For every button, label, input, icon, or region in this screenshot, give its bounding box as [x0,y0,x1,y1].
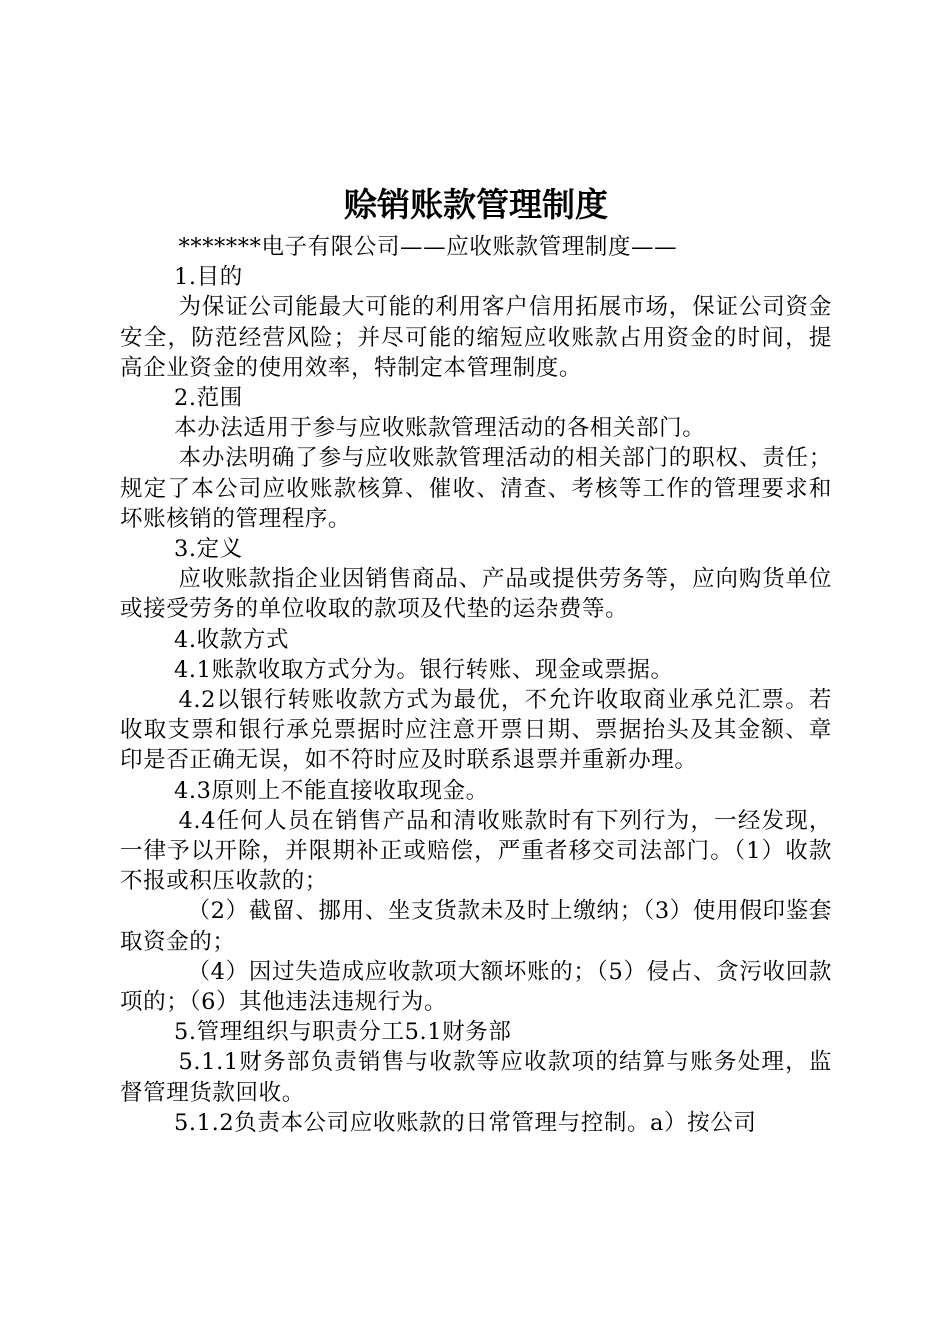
section-heading-purpose: 1.目的 [174,264,243,291]
paragraph-5-1-2: 5.1.2负责本公司应收账款的日常管理与控制。a）按公司 [174,1109,757,1136]
paragraph-4-4-items-2-3: （2）截留、挪用、坐支货款未及时上缴纳；（3）使用假印鉴套取资金的； [120,898,832,955]
paragraph-4-3: 4.3原则上不能直接收取现金。 [174,777,489,804]
paragraph-4-1: 4.1账款收取方式分为。银行转账、现金或票据。 [174,656,674,683]
paragraph-definition: 应收账款指企业因销售商品、产品或提供劳务等，应向购货单位或接受劳务的单位收取的款项及代垫的运杂费等。 [120,566,832,623]
section-heading-payment: 4.收款方式 [174,626,290,653]
section-heading-definition: 3.定义 [174,536,243,563]
document-subtitle: *******电子有限公司——应收账款管理制度—— [178,234,678,260]
paragraph-scope-2: 本办法明确了参与应收账款管理活动的相关部门的职权、责任；规定了本公司应收账款核算、催收、清查、考核等工作的管理要求和坏账核销的管理程序。 [120,445,832,532]
paragraph-purpose: 为保证公司能最大可能的利用客户信用拓展市场，保证公司资金安全，防范经营风险；并尽可能的缩短应收账款占用资金的时间，提高企业资金的使用效率，特制定本管理制度。 [120,294,832,381]
document-title: 赊销账款管理制度 [344,185,608,224]
paragraph-scope-1: 本办法适用于参与应收账款管理活动的各相关部门。 [174,415,706,442]
paragraph-4-2: 4.2以银行转账收款方式为最优，不允许收取商业承兑汇票。若收取支票和银行承兑票据时应注意开票日期、票据抬头及其金额、章印是否正确无误，如不符时应及时联系退票并重新办理。 [120,687,832,774]
paragraph-4-4: 4.4任何人员在销售产品和清收账款时有下列行为，一经发现，一律予以开除，并限期补正或赔偿，严重者移交司法部门。（1）收款不报或积压收款的； [120,807,832,895]
section-heading-scope: 2.范围 [174,385,243,412]
section-heading-organization: 5.管理组织与职责分工5.1财务部 [174,1019,512,1046]
document-page [120,180,832,1138]
paragraph-5-1-1: 5.1.1财务部负责销售与收款等应收款项的结算与账务处理，监督管理货款回收。 [120,1049,832,1106]
paragraph-4-4-items-4-6: （4）因过失造成应收款项大额坏账的；（5）侵占、贪污收回款项的；（6）其他违法违规行为。 [120,958,832,1016]
